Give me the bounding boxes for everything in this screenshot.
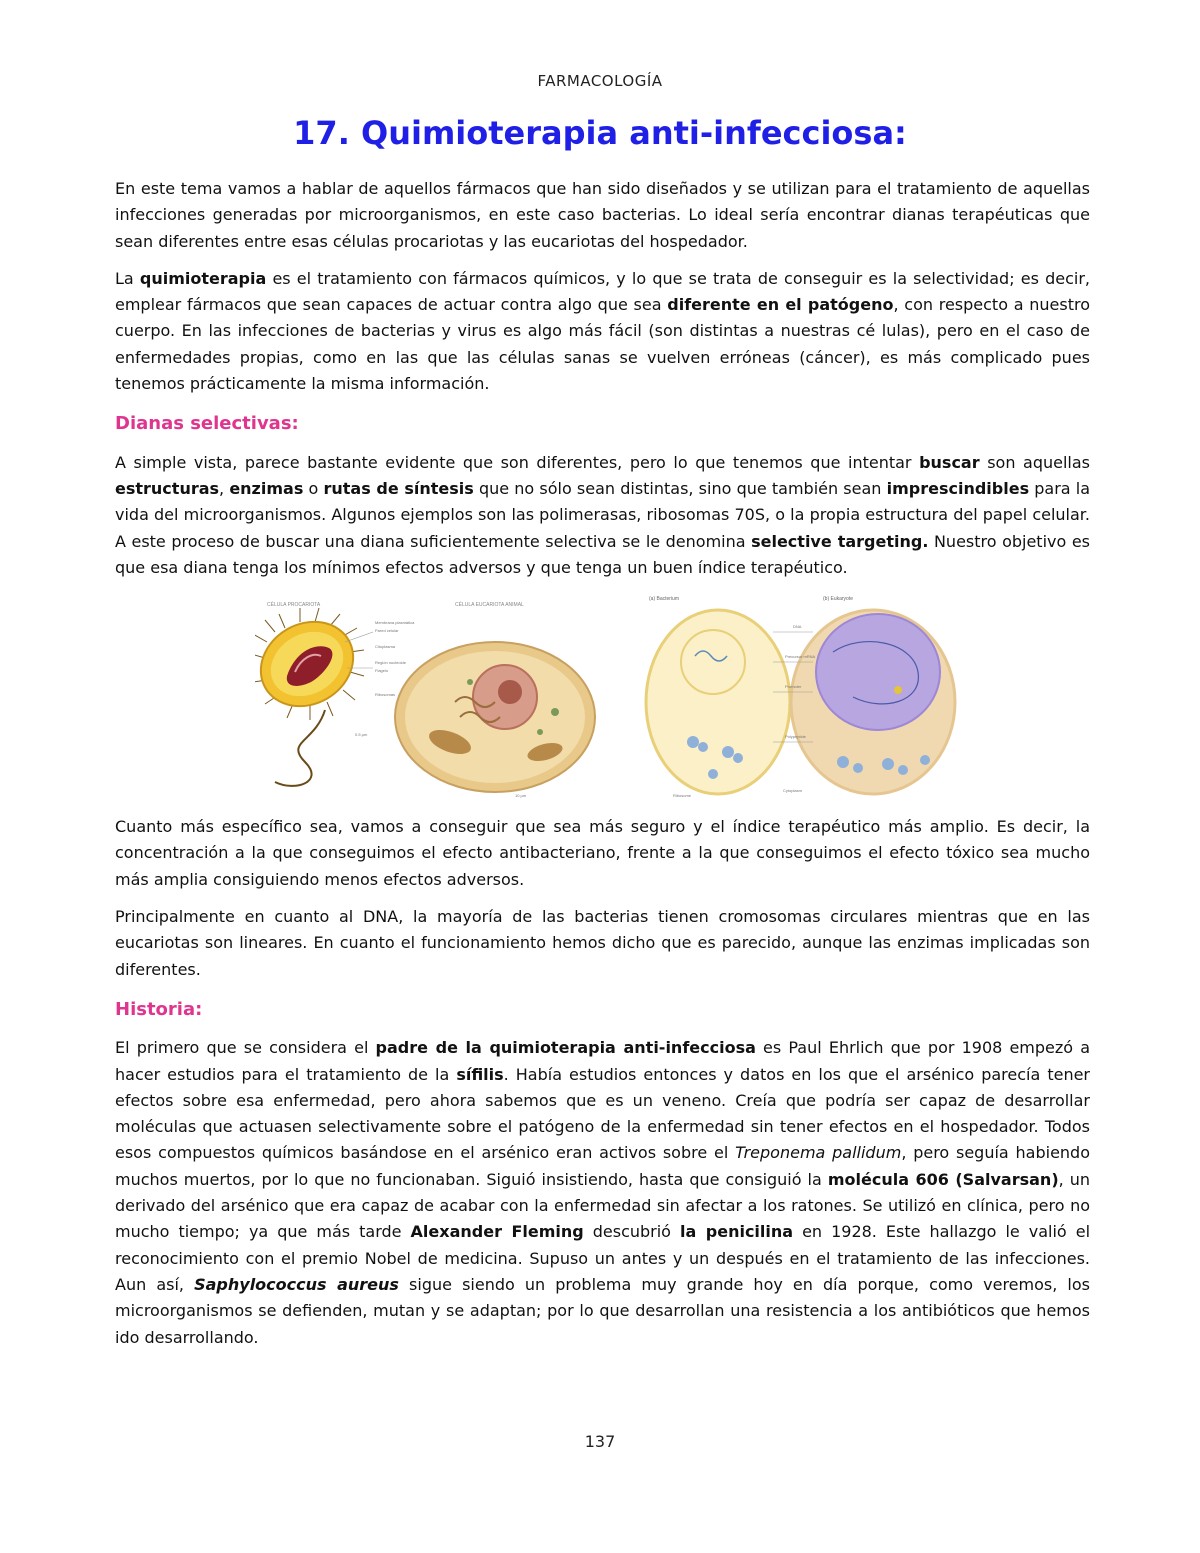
svg-text:Precursor mRNA: Precursor mRNA [785,654,816,660]
svg-text:Región nucleoide: Región nucleoide [375,660,406,666]
svg-text:CÉLULA EUCARIOTA ANIMAL: CÉLULA EUCARIOTA ANIMAL [455,602,524,609]
section-heading-dianas: Dianas selectivas: [115,413,299,435]
bacteria-animal-cell-illustration [255,592,600,804]
svg-text:(a) Bacterium: (a) Bacterium [649,596,680,603]
svg-text:0.5 μm: 0.5 μm [355,732,368,738]
quimioterapia-paragraph: La quimioterapia es el tratamiento con fármacos químicos, y lo que se trata de conseguir es la selectividad; es decir, emplear fármacos que sean capaces de actuar contra algo que sea diferente en el patógeno, con respecto a nuestro cuerpo. En las infecciones de bacterias y virus es algo más fácil (son distintas a nuestras cé lulas), pero en el caso de enfermedades propias, como en las que las células sanas se vuelven erróneas (cáncer), es más complicado pues tenemos prácticamente la misma información. [115,268,1091,394]
dianas-paragraph: A simple vista, parece bastante evidente que son diferentes, pero lo que tenemos que intentar buscar son aquellas estructuras, enzimas o rutas de síntesis que no sólo sean distintas, sino que también sean imprescindibles para la vida del microorganismos. Algunos ejemplos son las polimerasas, ribosomas 70S, o la propia estructura del papel celular. A este proceso de buscar una diana suficientemente selectiva se le denomina selective targeting. Nuestro objetivo es que esa diana tenga los mínimos efectos adversos y que tenga un buen índice terapéutico. [115,452,1091,577]
svg-text:Flagelo: Flagelo [375,668,389,674]
intro-paragraph: En este tema vamos a hablar de aquellos fármacos que han sido diseñados y se utilizan para el tratamiento de aquellas infecciones generadas por microorganismos, en este caso bacterias. Lo ideal sería encontrar dianas terapéuticas que sean diferentes entre esas células procariotas y las eucariotas del hospedador. [115,179,1090,251]
running-header: FARMACOLOGÍA [537,72,663,90]
historia-paragraph: El primero que se considera el padre de la quimioterapia anti-infecciosa es Paul Ehrlich que por 1908 empezó a hacer estudios para el tratamiento de la sífilis. Había estudios entonces y datos en los que el arsénico parecía tener efectos sobre esa enfermedad, pero ahora sabemos que es un veneno. Creía que podría ser capaz de desarrollar moléculas que actuasen selectivamente sobre el patógeno de la enfermedad sin tener efectos en el hospedador. Todos esos compuestos químicos basándose en el arsénico eran activos sobre el Treponema pallidum, pero seguía habiendo muchos muertos, por lo que no funcionaban. Siguió insistiendo, hasta que consiguió la molécula 606 (Salvarsan), un derivado del arsénico que era capaz de acabar con la enfermedad sin afectar a los ratones. Se utilizó en clínica, pero no mucho tiempo; ya que más tarde Alexander Fleming descubrió la penicilina en 1928. Este hallazgo le valió el reconocimiento con el premio Nobel de medicina. Supuso un antes y un después en el tratamiento de las infecciones. Aun así, Saphylococcus aureus sigue siendo un problema muy grande hoy en día porque, como veremos, los microorganismos se defienden, mutan y se adaptan; por lo que desarrollan una resistencia a los antibióticos que hemos ido desarrollando. [115,1038,1091,1347]
svg-text:Ribosome: Ribosome [673,793,692,799]
chapter-title: 17. Quimioterapia anti-infecciosa: [293,114,907,152]
svg-text:(b) Eukaryote: (b) Eukaryote [823,596,854,603]
svg-text:CÉLULA PROCARIOTA: CÉLULA PROCARIOTA [267,602,321,609]
cell-comparison-figure [115,592,1090,804]
especificidad-paragraph: Cuanto más específico sea, vamos a conseguir que sea más seguro y el índice terapéutico más amplio. Es decir, la concentración a la que conseguimos el efecto antibacteriano, frente a la que conseguimos el efecto tóxico sea mucho más amplia consiguiendo menos efectos adversos. [115,817,1090,889]
page-number: 137 [584,1432,616,1451]
svg-text:Polypeptide: Polypeptide [785,734,806,740]
svg-text:Citoplasma: Citoplasma [375,644,396,650]
body-content [115,176,1090,1362]
svg-text:Cytoplasm: Cytoplasm [783,788,802,794]
prokaryote-eukaryote-illustration [643,592,963,804]
section-heading-historia: Historia: [115,998,203,1020]
svg-text:Promoter: Promoter [785,684,802,690]
svg-text:Ribosomas: Ribosomas [375,692,396,698]
svg-text:Pared celular: Pared celular [375,628,399,634]
dna-paragraph: Principalmente en cuanto al DNA, la mayoría de las bacterias tienen cromosomas circulares mientras que en las eucariotas son lineares. En cuanto el funcionamiento hemos dicho que es parecido, aunque las enzimas implicadas son diferentes. [115,907,1090,979]
svg-text:Membrana plasmática: Membrana plasmática [375,620,415,626]
svg-text:DNA: DNA [793,624,802,630]
svg-text:10 μm: 10 μm [515,793,527,799]
